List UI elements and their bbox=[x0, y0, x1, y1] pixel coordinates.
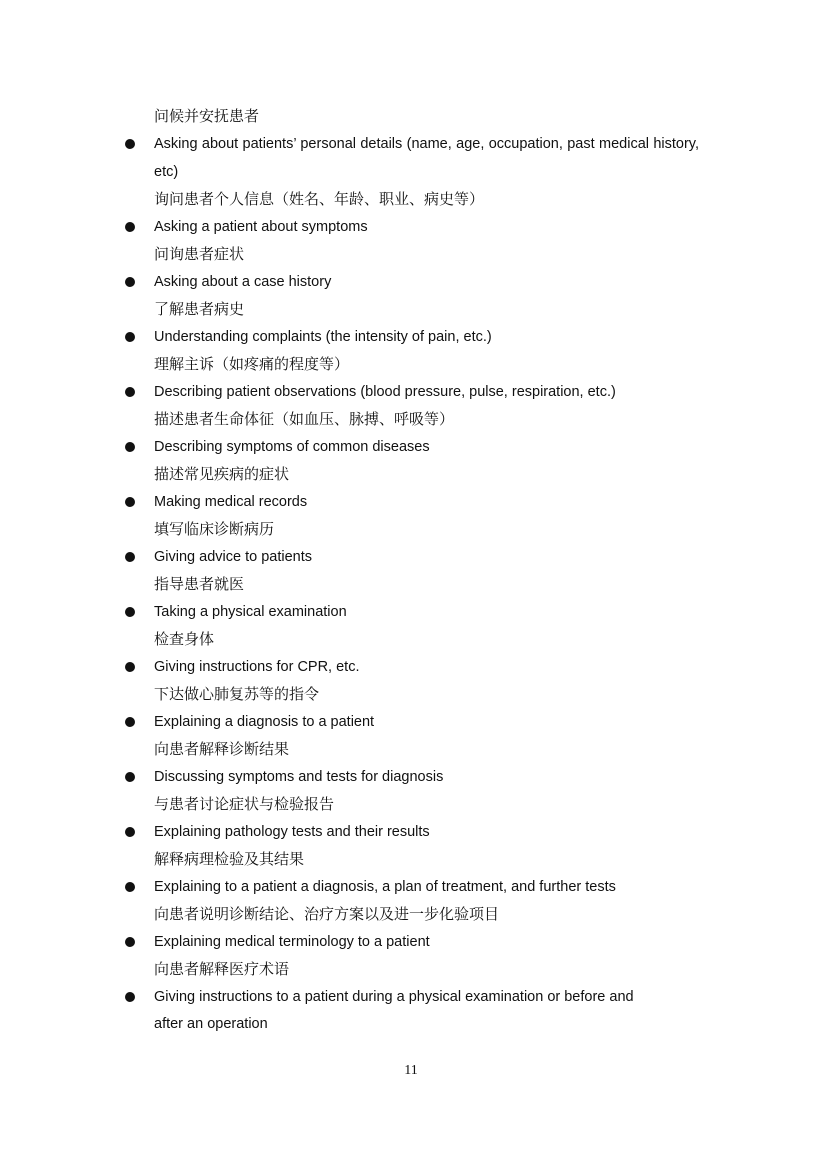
bullet-icon bbox=[125, 497, 135, 507]
skills-list bbox=[0, 131, 822, 1039]
bullet-icon bbox=[125, 387, 135, 397]
item-chinese: 填写临床诊断病历 bbox=[154, 520, 275, 538]
list-item bbox=[0, 434, 822, 489]
item-chinese: 描述患者生命体征（如血压、脉搏、呼吸等） bbox=[154, 410, 455, 428]
bullet-icon bbox=[125, 717, 135, 727]
bullet-icon bbox=[125, 332, 135, 342]
list-item bbox=[0, 379, 822, 434]
bullet-icon bbox=[125, 552, 135, 562]
item-english: Giving instructions to a patient during a physical examination or before and after an operation bbox=[154, 988, 634, 1032]
item-chinese: 理解主诉（如疼痛的程度等） bbox=[154, 355, 350, 373]
bullet-icon bbox=[125, 442, 135, 452]
list-item bbox=[0, 599, 822, 654]
list-item bbox=[0, 874, 822, 929]
bullet-icon bbox=[125, 772, 135, 782]
item-english: Discussing symptoms and tests for diagnosis bbox=[154, 768, 444, 785]
bullet-icon bbox=[125, 827, 135, 837]
item-english: Giving instructions for CPR, etc. bbox=[154, 658, 360, 675]
item-chinese: 解释病理检验及其结果 bbox=[154, 850, 305, 868]
item-english: Explaining a diagnosis to a patient bbox=[154, 713, 375, 730]
list-item bbox=[0, 324, 822, 379]
item-english: Making medical records bbox=[154, 493, 308, 510]
item-chinese: 检查身体 bbox=[154, 630, 215, 648]
bullet-icon bbox=[125, 277, 135, 287]
list-item bbox=[0, 819, 822, 874]
item-chinese: 向患者解释医疗术语 bbox=[154, 960, 290, 978]
list-item bbox=[0, 984, 822, 1039]
item-chinese: 了解患者病史 bbox=[154, 300, 245, 318]
item-chinese: 与患者讨论症状与检验报告 bbox=[154, 795, 335, 813]
intro-line: 问候并安抚患者 bbox=[154, 107, 260, 125]
list-item bbox=[0, 709, 822, 764]
list-item bbox=[0, 654, 822, 709]
list-item bbox=[0, 544, 822, 599]
item-chinese: 向患者解释诊断结果 bbox=[154, 740, 290, 758]
bullet-icon bbox=[125, 937, 135, 947]
item-english: Explaining pathology tests and their results bbox=[154, 823, 430, 840]
bullet-icon bbox=[125, 662, 135, 672]
item-english: Understanding complaints (the intensity of pain, etc.) bbox=[154, 328, 492, 345]
item-english: Giving advice to patients bbox=[154, 548, 312, 565]
item-english: Explaining to a patient a diagnosis, a plan of treatment, and further tests bbox=[154, 878, 616, 895]
bullet-icon bbox=[125, 882, 135, 892]
item-chinese: 问询患者症状 bbox=[154, 245, 245, 263]
list-item bbox=[0, 269, 822, 324]
bullet-icon bbox=[125, 607, 135, 617]
item-english: Asking about a case history bbox=[154, 273, 332, 290]
item-english: Describing patient observations (blood pressure, pulse, respiration, etc.) bbox=[154, 383, 616, 400]
bullet-icon bbox=[125, 222, 135, 232]
item-chinese: 向患者说明诊断结论、治疗方案以及进一步化验项目 bbox=[154, 905, 500, 923]
item-english: Explaining medical terminology to a patient bbox=[154, 933, 430, 950]
bullet-icon bbox=[125, 992, 135, 1002]
item-english: Asking about patients’ personal details (name, age, occupation, past medical history, etc) bbox=[154, 136, 699, 180]
list-item bbox=[0, 131, 822, 214]
list-item bbox=[0, 764, 822, 819]
item-english: Describing symptoms of common diseases bbox=[154, 438, 430, 455]
list-item bbox=[0, 214, 822, 269]
item-chinese: 下达做心肺复苏等的指令 bbox=[154, 685, 320, 703]
page-number: 11 bbox=[404, 1063, 418, 1078]
item-english: Asking a patient about symptoms bbox=[154, 218, 368, 235]
item-chinese: 指导患者就医 bbox=[154, 575, 245, 593]
item-chinese: 询问患者个人信息（姓名、年龄、职业、病史等） bbox=[154, 190, 485, 208]
item-chinese: 描述常见疾病的症状 bbox=[154, 465, 290, 483]
item-english: Taking a physical examination bbox=[154, 603, 347, 620]
list-item bbox=[0, 489, 822, 544]
list-item bbox=[0, 929, 822, 984]
bullet-icon bbox=[125, 139, 135, 149]
